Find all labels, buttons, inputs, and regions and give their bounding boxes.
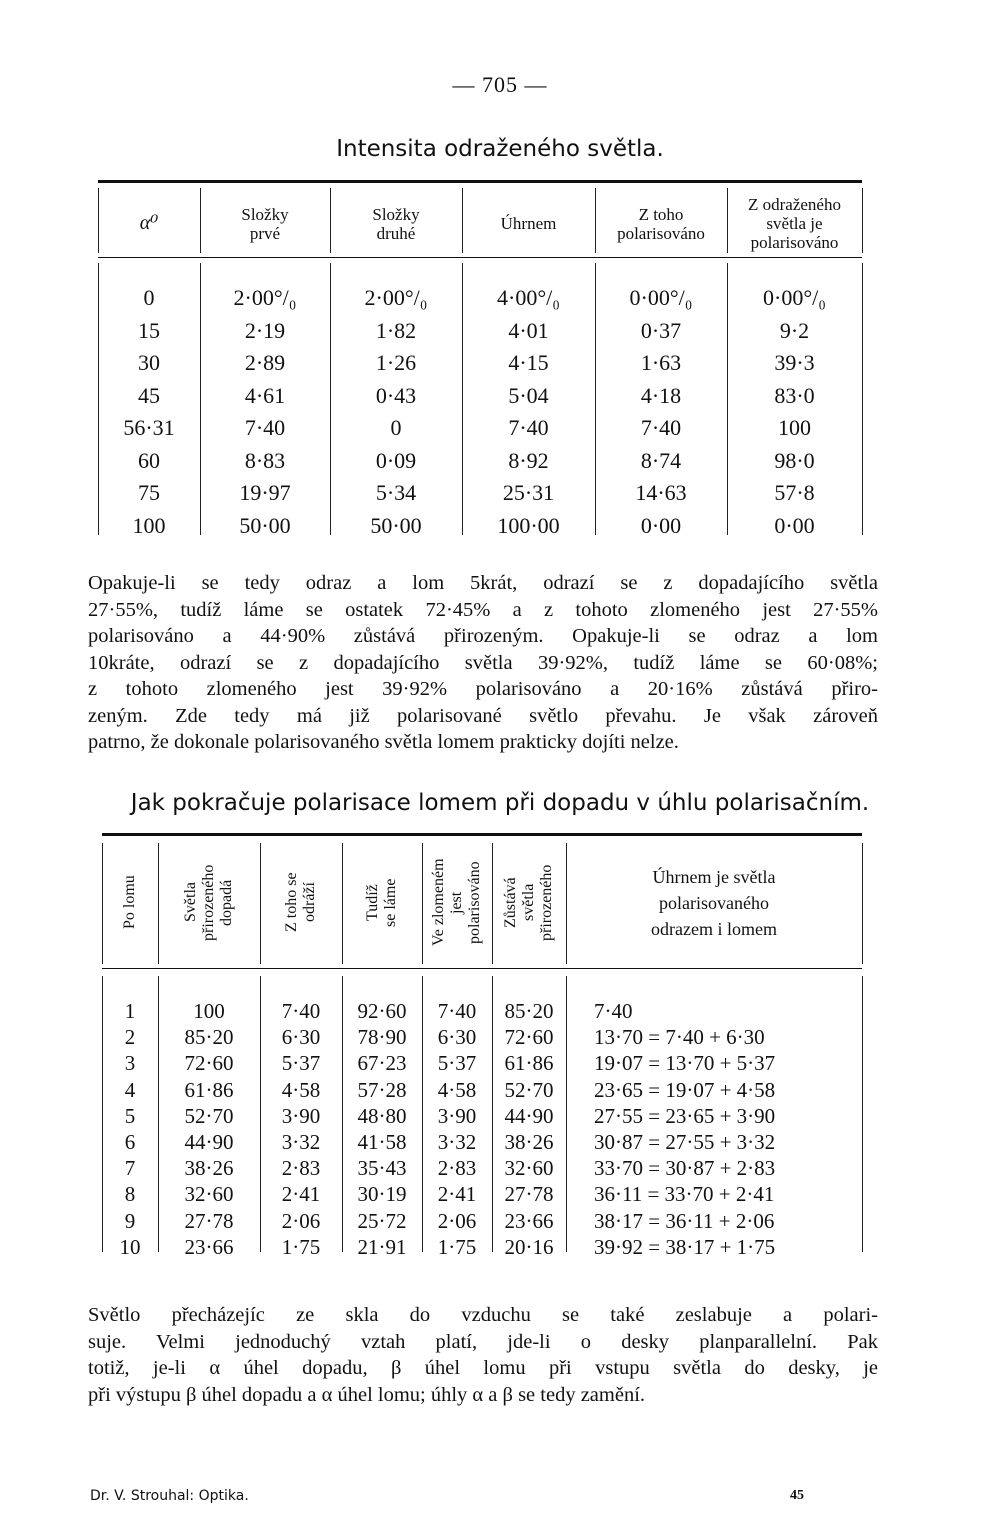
- table2-cell: 5·37: [437, 1051, 477, 1076]
- table2-header-line: Úhrnem je světla: [652, 866, 776, 887]
- table1-header-line: prvé: [249, 223, 281, 243]
- table1-cell: 75: [138, 480, 160, 505]
- table1-cell: 39·3: [774, 350, 815, 375]
- table2-cell: 3·32: [281, 1130, 321, 1154]
- table1-header-cell: [462, 214, 595, 233]
- table1-cell: 4·01: [508, 317, 549, 343]
- table2-header-cell: Ve zlomeném jest polarisováno: [430, 858, 483, 947]
- table1-header-cell: [330, 205, 462, 243]
- table1-header-line: α⁰: [139, 212, 159, 234]
- table2-header-cell: Zůstává světla přirozeného: [502, 864, 555, 941]
- table2-column-divider: [862, 976, 863, 1252]
- paragraph-1: [88, 570, 878, 756]
- table2-cell: 27·78: [184, 1208, 234, 1233]
- table1-header-cell: [727, 195, 862, 252]
- table2-cell: 38·26: [184, 1156, 234, 1181]
- paragraph-line: suje. Velmi jednoduchý vztah platí, jde-li o desky planparallelní. Pak: [88, 1330, 878, 1353]
- table2-cell: 2: [124, 1025, 136, 1050]
- table1-cell: 8·74: [640, 447, 682, 473]
- table2-cell: 5: [124, 1103, 136, 1128]
- table1-header-line: druhé: [376, 223, 416, 243]
- table2-cell: 1: [124, 999, 136, 1023]
- table2-cell: 20·16: [504, 1234, 554, 1259]
- table1-header-line: Z odraženého: [748, 195, 841, 214]
- table1-cell: 60: [138, 447, 160, 473]
- table2-cell: 7·40: [281, 999, 321, 1023]
- table2-header-line: polarisovaného: [659, 892, 769, 913]
- table2-cell: 3·32: [437, 1130, 477, 1154]
- table1-cell: 5·34: [375, 480, 417, 505]
- table2-column-divider: [862, 843, 863, 964]
- table2-cell: 27·55 = 23·65 + 3·90: [594, 1103, 776, 1128]
- table2-cell: 4·58: [437, 1077, 477, 1102]
- table1-cell: 100·00: [497, 512, 560, 538]
- table2-header-rule: [102, 968, 862, 969]
- table2-header-cell: Tudíž se láme: [364, 878, 399, 927]
- table1-header-line: polarisováno: [750, 233, 839, 252]
- table1-top-rule: [98, 180, 862, 183]
- table2-title: Jak pokračuje polarisace lomem při dopadu v úhlu polarisačním.: [130, 790, 870, 816]
- table1-column-divider: [862, 188, 863, 253]
- paragraph-line: 27·55%, tudíž láme se ostatek 72·45% a z tohoto zlomeného jest 27·55%: [88, 598, 878, 621]
- table1-cell: 30: [138, 350, 160, 375]
- paragraph-line: 10kráte, odrazí se z dopadajícího světla 39·92%, tudíž láme se 60·08%;: [88, 651, 878, 674]
- table2-cell: 85·20: [504, 999, 554, 1023]
- table1-cell: 2·19: [244, 317, 286, 343]
- table2-cell: 23·65 = 19·07 + 4·58: [594, 1077, 776, 1102]
- table2-cell: 44·90: [504, 1103, 554, 1128]
- table2-cell: 35·43: [357, 1156, 407, 1181]
- table1-cell: 83·0: [774, 382, 815, 408]
- table1-header-line: Složky: [372, 204, 420, 224]
- table2-header-cell: Světla přirozeného dopadá: [182, 864, 235, 941]
- table1-cell: 15: [138, 317, 160, 343]
- table1-cell: 45: [138, 382, 160, 408]
- table2-cell: 10: [119, 1234, 141, 1259]
- paragraph-2: [88, 1302, 878, 1408]
- table1-header-line: Úhrnem: [500, 214, 557, 233]
- table1-cell: 1·26: [375, 350, 417, 375]
- table1-cell: 98·0: [774, 447, 815, 473]
- table1-header-rule: [98, 257, 862, 258]
- table1-cell: 25·31: [502, 480, 555, 505]
- table1-header-cell: [595, 205, 727, 243]
- table2-cell: 78·90: [357, 1025, 407, 1050]
- table1-cell: 57·8: [774, 480, 815, 505]
- table1-cell: 2·00°/₀: [364, 285, 428, 310]
- paragraph-line: totiž, je-li α úhel dopadu, β úhel lomu při vstupu světla do desky, je: [88, 1357, 878, 1379]
- footer-author: Dr. V. Strouhal: Optika.: [90, 1488, 249, 1504]
- table2-cell: 48·80: [357, 1103, 407, 1128]
- table1-column-divider: [862, 263, 863, 535]
- table2-cell: 5·37: [281, 1051, 321, 1076]
- table2-cell: 19·07 = 13·70 + 5·37: [594, 1051, 776, 1076]
- table2-cell: 1·75: [437, 1234, 477, 1259]
- table1-cell: 1·82: [375, 317, 417, 343]
- table2-cell: 41·58: [357, 1130, 407, 1154]
- table1-cell: 19·97: [239, 480, 291, 505]
- table2-cell: 1·75: [281, 1234, 321, 1259]
- table2-cell: 23·66: [504, 1208, 554, 1233]
- table2-cell: 2·06: [281, 1208, 321, 1233]
- table1-cell: 8·83: [244, 447, 286, 473]
- table1-cell: 7·40: [508, 415, 549, 440]
- table2-cell: 44·90: [184, 1130, 234, 1154]
- table2-cell: 8: [124, 1182, 136, 1207]
- table2-cell: 6: [124, 1130, 136, 1154]
- table2-cell: 21·91: [357, 1234, 407, 1259]
- table2-cell: 57·28: [357, 1077, 407, 1102]
- table2-cell: 100: [193, 999, 225, 1023]
- footer-signature: 45: [790, 1488, 804, 1503]
- table1-cell: 4·00°/₀: [497, 285, 560, 310]
- table2-header-cell: [566, 864, 862, 942]
- table1-cell: 0·09: [375, 447, 417, 473]
- table2-cell: 38·17 = 36·11 + 2·06: [594, 1208, 775, 1233]
- table2-cell: 2·83: [281, 1156, 321, 1181]
- table1-cell: 7·40: [640, 415, 682, 440]
- table2-header-cell: Po lomu: [121, 875, 138, 930]
- table2-cell: 32·60: [504, 1156, 554, 1181]
- table1-header-line: Z toho: [638, 204, 684, 224]
- table2-cell: 61·86: [184, 1077, 234, 1102]
- table2-cell: 72·60: [504, 1025, 554, 1050]
- table2-cell: 30·19: [357, 1182, 407, 1207]
- table2-header-line: odrazem i lomem: [651, 918, 777, 939]
- table2-cell: 32·60: [184, 1182, 234, 1207]
- table2-cell: 4·58: [281, 1077, 321, 1102]
- table2-top-rule: [102, 833, 862, 836]
- table2-cell: 6·30: [281, 1025, 321, 1050]
- table1-cell: 100: [778, 415, 811, 440]
- table1-header-cell: [200, 205, 330, 243]
- table2-cell: 2·41: [437, 1182, 477, 1207]
- table1-cell: 0·00°/₀: [763, 285, 826, 310]
- table1-cell: 5·04: [508, 382, 549, 408]
- table2-cell: 7·40: [437, 999, 477, 1023]
- table1-cell: 0·37: [640, 317, 682, 343]
- paragraph-line: z tohoto zlomeného jest 39·92% polarisováno a 20·16% zůstává přiro-: [88, 678, 878, 700]
- table1-cell: 0·00: [640, 512, 682, 538]
- table2-cell: 33·70 = 30·87 + 2·83: [594, 1156, 776, 1181]
- table2-cell: 85·20: [184, 1025, 234, 1050]
- table1-cell: 2·89: [244, 350, 286, 375]
- table2-cell: 9: [124, 1208, 136, 1233]
- table1-cell: 7·40: [244, 415, 286, 440]
- table2-cell: 3: [124, 1051, 136, 1076]
- table1-header-cell: [98, 214, 200, 233]
- table1-cell: 14·63: [635, 480, 687, 505]
- table1-cell: 4·61: [244, 382, 286, 408]
- table2-cell: 2·83: [437, 1156, 477, 1181]
- table1-cell: 4·18: [640, 382, 682, 408]
- table2-cell: 2·41: [281, 1182, 321, 1207]
- table1-cell: 100: [132, 512, 166, 538]
- table1-cell: 1·63: [640, 350, 682, 375]
- table2-cell: 52·70: [184, 1103, 234, 1128]
- table1-cell: 8·92: [508, 447, 549, 473]
- table2-cell: 13·70 = 7·40 + 6·30: [594, 1025, 765, 1050]
- table2-cell: 52·70: [504, 1077, 554, 1102]
- table2-header-cell: Z toho se odráží: [283, 872, 318, 933]
- table2-cell: 23·66: [184, 1234, 234, 1259]
- table2-cell: 4: [124, 1077, 136, 1102]
- table1-cell: 0·00: [774, 512, 815, 538]
- table2-cell: 72·60: [184, 1051, 234, 1076]
- table2-cell: 67·23: [357, 1051, 407, 1076]
- paragraph-line: Opakuje-li se tedy odraz a lom 5krát, odrazí se z dopadajícího světla: [88, 572, 878, 594]
- table2-cell: 2·06: [437, 1208, 477, 1233]
- table2-cell: 7: [124, 1156, 136, 1181]
- table2-cell: 3·90: [281, 1103, 321, 1128]
- paragraph-line: patrno, že dokonale polarisovaného světla lomem prakticky dojíti nelze.: [88, 731, 679, 753]
- table2-cell: 30·87 = 27·55 + 3·32: [594, 1130, 776, 1154]
- paragraph-line: Světlo přecházejíc ze skla do vzduchu se také zeslabuje a polari-: [88, 1304, 878, 1326]
- table2-cell: 92·60: [357, 999, 407, 1023]
- table1-cell: 9·2: [779, 317, 810, 343]
- table1-cell: 0: [390, 415, 402, 440]
- page-number: — 705 —: [452, 72, 548, 97]
- table2-cell: 3·90: [437, 1103, 477, 1128]
- table2-cell: 36·11 = 33·70 + 2·41: [594, 1182, 775, 1207]
- table2-cell: 7·40: [594, 999, 633, 1023]
- table1-cell: 0·00°/₀: [629, 285, 693, 310]
- table1-header-line: světla je: [766, 214, 823, 233]
- paragraph-line: polarisováno a 44·90% zůstává přirozeným. Opakuje-li se odraz a lom: [88, 625, 878, 647]
- table1-cell: 50·00: [239, 512, 291, 538]
- table2-cell: 39·92 = 38·17 + 1·75: [594, 1234, 776, 1259]
- table1-title: Intensita odraženého světla.: [336, 136, 664, 162]
- table1-header-line: polarisováno: [617, 223, 705, 243]
- table1-header-line: Složky: [241, 204, 289, 224]
- table1-cell: 50·00: [370, 512, 422, 538]
- table2-cell: 61·86: [504, 1051, 554, 1076]
- table1-cell: 0·43: [375, 382, 417, 408]
- table1-cell: 4·15: [508, 350, 549, 375]
- table1-cell: 56·31: [123, 415, 175, 440]
- table1-cell: 2·00°/₀: [233, 285, 297, 310]
- table2-cell: 6·30: [437, 1025, 477, 1050]
- paragraph-line: zeným. Zde tedy má již polarisované světlo převahu. Je však zároveň: [88, 704, 878, 727]
- table2-cell: 38·26: [504, 1130, 554, 1154]
- table1-cell: 0: [143, 285, 155, 310]
- table2-cell: 25·72: [357, 1208, 407, 1233]
- table2-cell: 27·78: [504, 1182, 554, 1207]
- paragraph-line: při výstupu β úhel dopadu a α úhel lomu; úhly α a β se tedy zamění.: [88, 1383, 646, 1406]
